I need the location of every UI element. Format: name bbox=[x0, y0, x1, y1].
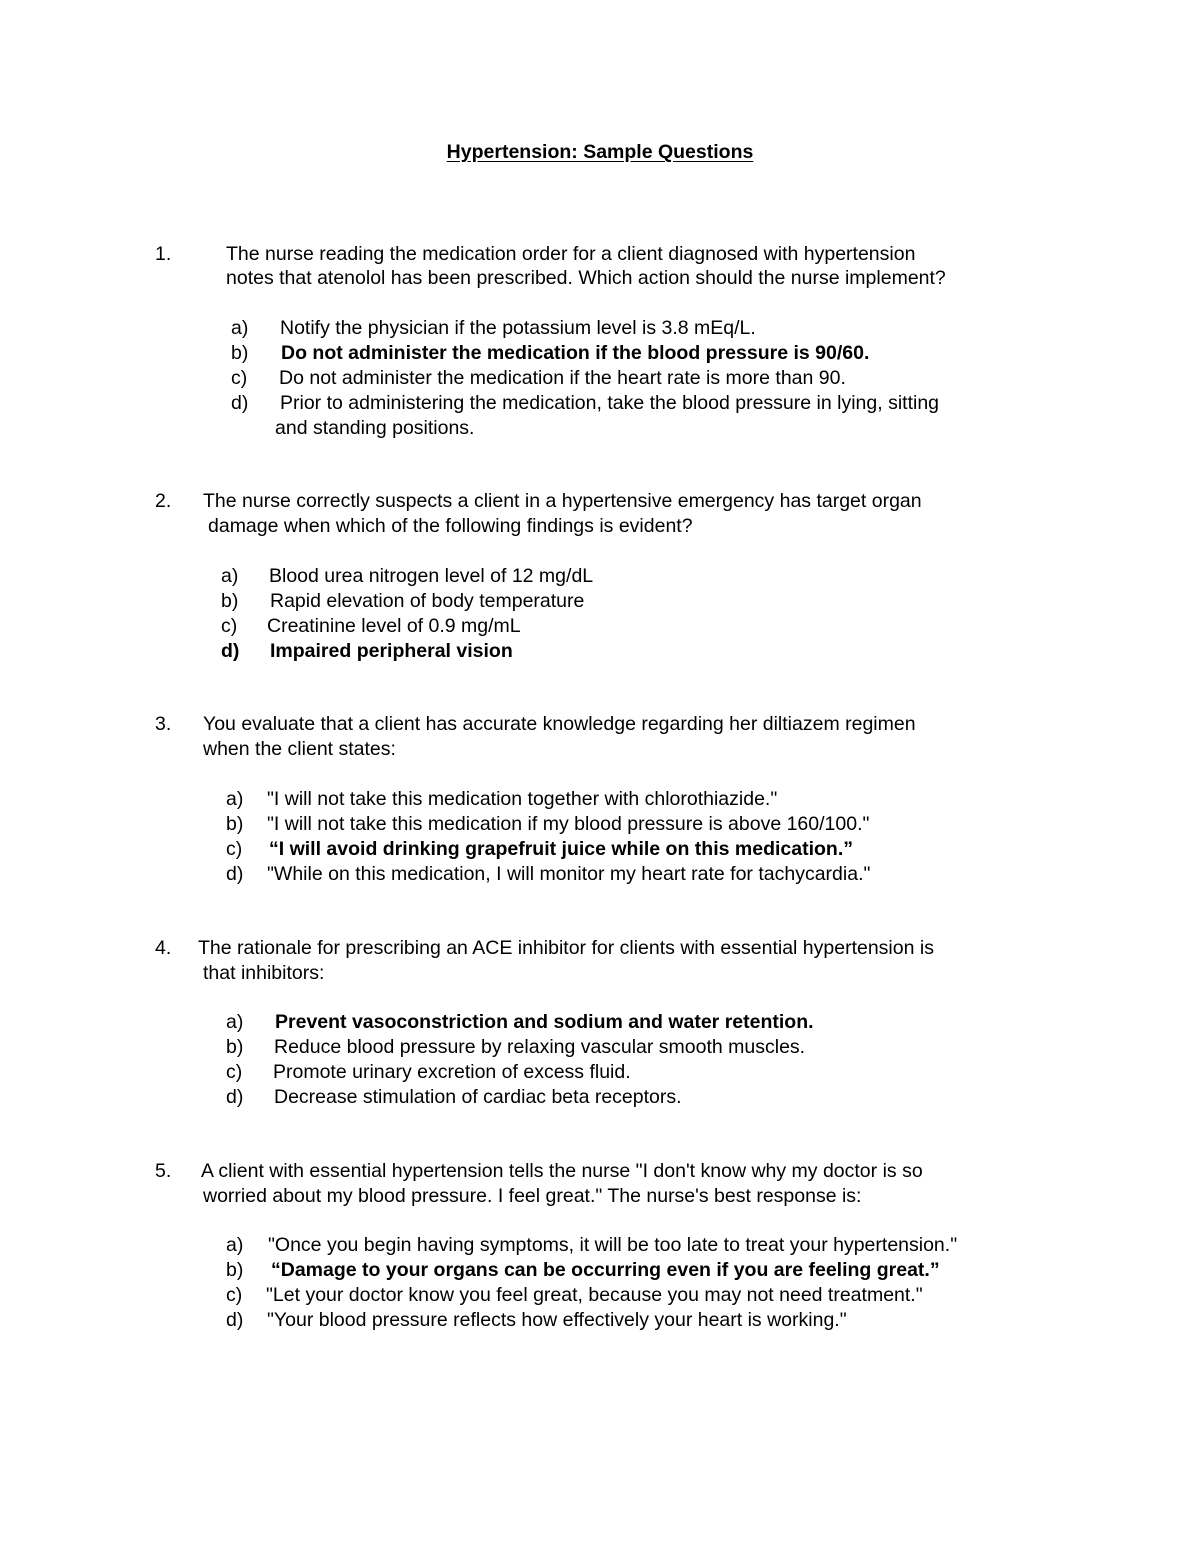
question-text-line: The nurse reading the medication order for a client diagnosed with hypertension bbox=[226, 243, 916, 265]
option-text: Blood urea nitrogen level of 12 mg/dL bbox=[269, 565, 594, 587]
option-label: b) bbox=[221, 590, 239, 612]
option-label: a) bbox=[226, 1234, 244, 1256]
option-label: a) bbox=[231, 317, 249, 339]
option-text: Rapid elevation of body temperature bbox=[270, 590, 585, 612]
option-label: c) bbox=[221, 615, 238, 637]
question-text-line: The rationale for prescribing an ACE inhibitor for clients with essential hypertension is bbox=[198, 937, 934, 959]
question-text-line: that inhibitors: bbox=[203, 962, 325, 984]
option-text: Creatinine level of 0.9 mg/mL bbox=[267, 615, 521, 637]
option-text-continued: and standing positions. bbox=[275, 417, 475, 439]
option-text-correct: “I will avoid drinking grapefruit juice while on this medication.” bbox=[269, 838, 853, 860]
option-label: b) bbox=[226, 813, 244, 835]
option-text: "While on this medication, I will monitor my heart rate for tachycardia." bbox=[267, 863, 871, 885]
question-number: 5. bbox=[155, 1160, 172, 1182]
option-text: "I will not take this medication if my blood pressure is above 160/100." bbox=[267, 813, 870, 835]
option-label: b) bbox=[231, 342, 249, 364]
option-text-correct: Impaired peripheral vision bbox=[270, 640, 513, 662]
question-number: 2. bbox=[155, 490, 172, 512]
option-label: d) bbox=[226, 1086, 244, 1108]
option-label: a) bbox=[226, 1011, 244, 1033]
option-label: c) bbox=[226, 838, 243, 860]
option-text: Do not administer the medication if the heart rate is more than 90. bbox=[279, 367, 846, 389]
option-label: b) bbox=[226, 1259, 244, 1281]
option-label: d) bbox=[226, 863, 244, 885]
option-text: "Once you begin having symptoms, it will be too late to treat your hypertension." bbox=[268, 1234, 958, 1256]
option-label: c) bbox=[231, 367, 248, 389]
question-text-line: when the client states: bbox=[203, 738, 396, 760]
option-text: Notify the physician if the potassium level is 3.8 mEq/L. bbox=[280, 317, 756, 339]
question-text-line: worried about my blood pressure. I feel great." The nurse's best response is: bbox=[203, 1185, 862, 1207]
question-text-line: The nurse correctly suspects a client in a hypertensive emergency has target organ bbox=[203, 490, 922, 512]
option-text: Decrease stimulation of cardiac beta receptors. bbox=[274, 1086, 682, 1108]
question-text-line: notes that atenolol has been prescribed. Which action should the nurse implement? bbox=[226, 267, 946, 289]
page-title: Hypertension: Sample Questions bbox=[446, 141, 754, 163]
option-label: a) bbox=[221, 565, 239, 587]
question-text-line: damage when which of the following findings is evident? bbox=[208, 515, 693, 537]
option-label: b) bbox=[226, 1036, 244, 1058]
option-label: c) bbox=[226, 1061, 243, 1083]
question-text-line: A client with essential hypertension tells the nurse "I don't know why my doctor is so bbox=[201, 1160, 923, 1182]
option-text-correct: “Damage to your organs can be occurring even if you are feeling great.” bbox=[271, 1259, 940, 1281]
option-text: "Let your doctor know you feel great, because you may not need treatment." bbox=[266, 1284, 923, 1306]
question-number: 1. bbox=[155, 243, 172, 265]
option-label: d) bbox=[226, 1309, 244, 1331]
option-label: a) bbox=[226, 788, 244, 810]
question-number: 4. bbox=[155, 937, 172, 959]
option-text: Reduce blood pressure by relaxing vascular smooth muscles. bbox=[274, 1036, 806, 1058]
option-label-correct: d) bbox=[221, 640, 240, 662]
option-text: Promote urinary excretion of excess fluid. bbox=[273, 1061, 631, 1083]
option-text: "I will not take this medication together with chlorothiazide." bbox=[267, 788, 778, 810]
option-label: c) bbox=[226, 1284, 243, 1306]
option-text-correct: Prevent vasoconstriction and sodium and water retention. bbox=[275, 1011, 814, 1033]
option-label: d) bbox=[231, 392, 249, 414]
option-text: Prior to administering the medication, take the blood pressure in lying, sitting bbox=[280, 392, 940, 414]
question-number: 3. bbox=[155, 713, 172, 735]
question-text-line: You evaluate that a client has accurate knowledge regarding her diltiazem regimen bbox=[203, 713, 916, 735]
option-text: "Your blood pressure reflects how effectively your heart is working." bbox=[267, 1309, 847, 1331]
option-text-correct: Do not administer the medication if the blood pressure is 90/60. bbox=[281, 342, 870, 364]
